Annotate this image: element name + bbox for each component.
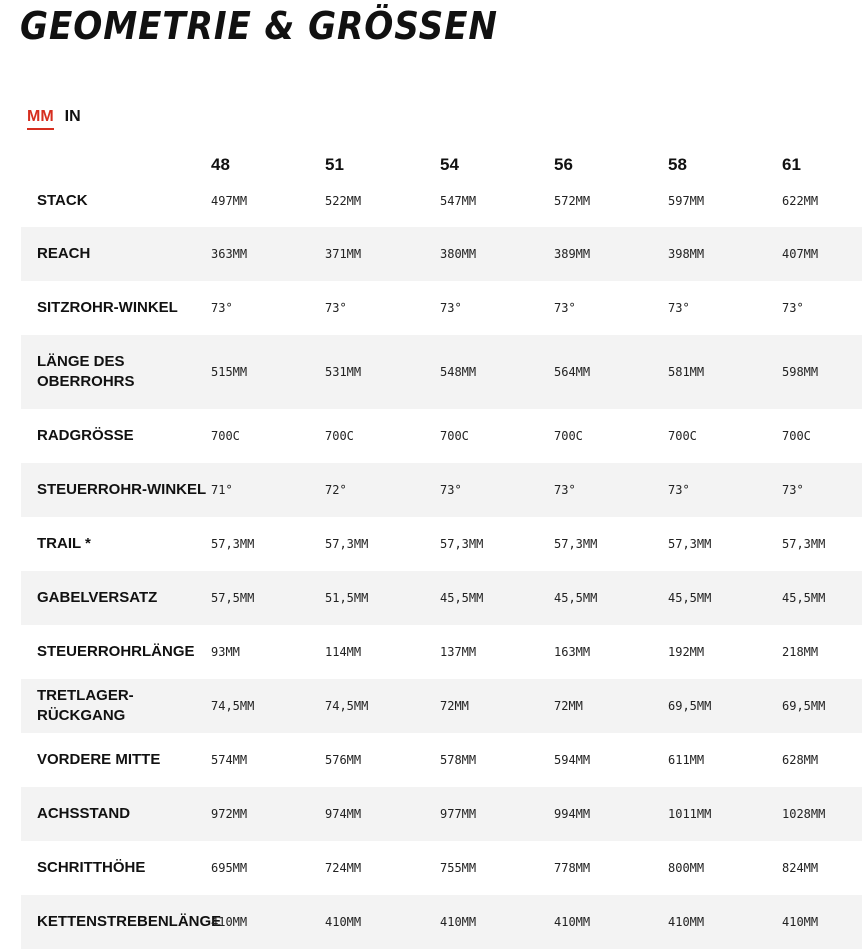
table-cell: 73° <box>782 483 804 497</box>
table-cell: 137MM <box>440 645 477 659</box>
row-label: TRAIL * <box>37 535 91 552</box>
table-cell: 522MM <box>325 194 362 208</box>
table-cell: 994MM <box>554 807 591 821</box>
table-cell: 398MM <box>668 247 705 261</box>
table-cell: 73° <box>325 301 347 315</box>
table-cell: 410MM <box>440 915 477 929</box>
table-cell: 363MM <box>211 247 248 261</box>
table-cell: 800MM <box>668 861 705 875</box>
table-cell: 700C <box>554 429 583 443</box>
table-cell: 622MM <box>782 194 819 208</box>
table-cell: 515MM <box>211 365 248 379</box>
row-label: RADGRÖSSE <box>37 427 134 444</box>
table-cell: 695MM <box>211 861 248 875</box>
table-cell: 57,3MM <box>668 537 712 551</box>
table-cell: 371MM <box>325 247 362 261</box>
table-cell: 578MM <box>440 753 477 767</box>
row-label: LÄNGE DES OBERROHRS <box>37 353 135 390</box>
table-cell: 73° <box>211 301 233 315</box>
table-cell: 548MM <box>440 365 477 379</box>
size-header: 61 <box>782 155 801 174</box>
row-label: STEUERROHR-WINKEL <box>37 481 207 498</box>
table-cell: 57,3MM <box>554 537 598 551</box>
table-cell: 824MM <box>782 861 819 875</box>
table-cell: 576MM <box>325 753 362 767</box>
table-row <box>21 409 862 463</box>
table-cell: 192MM <box>668 645 705 659</box>
table-cell: 69,5MM <box>668 699 712 713</box>
table-cell: 594MM <box>554 753 591 767</box>
table-cell: 778MM <box>554 861 591 875</box>
table-cell: 1011MM <box>668 807 712 821</box>
table-cell: 72MM <box>554 699 583 713</box>
table-cell: 572MM <box>554 194 591 208</box>
size-header: 51 <box>325 155 344 174</box>
table-cell: 73° <box>440 301 462 315</box>
table-row <box>21 787 862 841</box>
table-cell: 45,5MM <box>554 591 598 605</box>
table-cell: 73° <box>440 483 462 497</box>
table-cell: 73° <box>668 301 690 315</box>
table-cell: 93MM <box>211 645 240 659</box>
page-title: GEOMETRIE & GRÖSSEN <box>20 4 498 48</box>
table-cell: 628MM <box>782 753 819 767</box>
row-label: GABELVERSATZ <box>37 589 158 606</box>
table-cell: 410MM <box>211 915 248 929</box>
table-cell: 73° <box>554 301 576 315</box>
table-cell: 410MM <box>554 915 591 929</box>
table-cell: 45,5MM <box>782 591 826 605</box>
size-header: 54 <box>440 155 459 174</box>
table-cell: 73° <box>668 483 690 497</box>
table-cell: 972MM <box>211 807 248 821</box>
table-cell: 57,3MM <box>440 537 484 551</box>
table-cell: 57,3MM <box>325 537 369 551</box>
table-cell: 45,5MM <box>440 591 484 605</box>
table-row <box>21 679 862 733</box>
table-cell: 69,5MM <box>782 699 826 713</box>
table-cell: 574MM <box>211 753 248 767</box>
table-cell: 163MM <box>554 645 591 659</box>
table-cell: 1028MM <box>782 807 826 821</box>
table-cell: 598MM <box>782 365 819 379</box>
table-cell: 564MM <box>554 365 591 379</box>
table-row <box>21 571 862 625</box>
size-header: 48 <box>211 155 230 174</box>
table-cell: 45,5MM <box>668 591 712 605</box>
row-label: SITZROHR-WINKEL <box>37 299 178 316</box>
table-row <box>21 335 862 409</box>
table-cell: 755MM <box>440 861 477 875</box>
table-cell: 218MM <box>782 645 819 659</box>
unit-tab-in[interactable]: IN <box>64 108 81 125</box>
table-cell: 73° <box>782 301 804 315</box>
table-row <box>21 841 862 895</box>
table-row <box>21 175 862 227</box>
table-cell: 72° <box>325 483 347 497</box>
table-cell: 581MM <box>668 365 705 379</box>
table-row <box>21 625 862 679</box>
table-cell: 407MM <box>782 247 819 261</box>
table-row <box>21 463 862 517</box>
table-cell: 57,5MM <box>211 591 255 605</box>
table-cell: 72MM <box>440 699 469 713</box>
row-label: STACK <box>37 192 88 209</box>
table-cell: 74,5MM <box>211 699 255 713</box>
table-cell: 700C <box>325 429 354 443</box>
table-cell: 380MM <box>440 247 477 261</box>
row-label: VORDERE MITTE <box>37 751 161 768</box>
table-cell: 700C <box>668 429 697 443</box>
table-cell: 410MM <box>782 915 819 929</box>
row-label: SCHRITTHÖHE <box>37 859 146 876</box>
table-cell: 700C <box>782 429 811 443</box>
table-cell: 977MM <box>440 807 477 821</box>
table-cell: 57,3MM <box>211 537 255 551</box>
table-cell: 410MM <box>668 915 705 929</box>
table-cell: 74,5MM <box>325 699 369 713</box>
row-label: ACHSSTAND <box>37 805 131 822</box>
table-cell: 531MM <box>325 365 362 379</box>
table-cell: 700C <box>440 429 469 443</box>
size-header: 56 <box>554 155 573 174</box>
table-cell: 71° <box>211 483 233 497</box>
table-cell: 724MM <box>325 861 362 875</box>
table-row <box>21 895 862 949</box>
table-row <box>21 227 862 281</box>
table-row <box>21 517 862 571</box>
table-row <box>21 733 862 787</box>
table-cell: 974MM <box>325 807 362 821</box>
row-label: REACH <box>37 245 91 262</box>
table-row <box>21 281 862 335</box>
table-cell: 73° <box>554 483 576 497</box>
row-label: TRETLAGER-RÜCKGANG <box>37 687 134 724</box>
table-cell: 497MM <box>211 194 248 208</box>
unit-toggle <box>27 108 81 130</box>
table-cell: 410MM <box>325 915 362 929</box>
geometry-table <box>21 175 862 949</box>
row-label: STEUERROHRLÄNGE <box>37 643 195 660</box>
table-cell: 700C <box>211 429 240 443</box>
unit-tab-mm[interactable]: MM <box>27 108 54 130</box>
table-cell: 611MM <box>668 753 705 767</box>
table-cell: 389MM <box>554 247 591 261</box>
table-cell: 57,3MM <box>782 537 826 551</box>
table-cell: 114MM <box>325 645 362 659</box>
table-cell: 547MM <box>440 194 477 208</box>
row-label: KETTENSTREBENLÄNGE <box>37 913 222 930</box>
size-header: 58 <box>668 155 687 174</box>
table-cell: 597MM <box>668 194 705 208</box>
table-cell: 51,5MM <box>325 591 369 605</box>
